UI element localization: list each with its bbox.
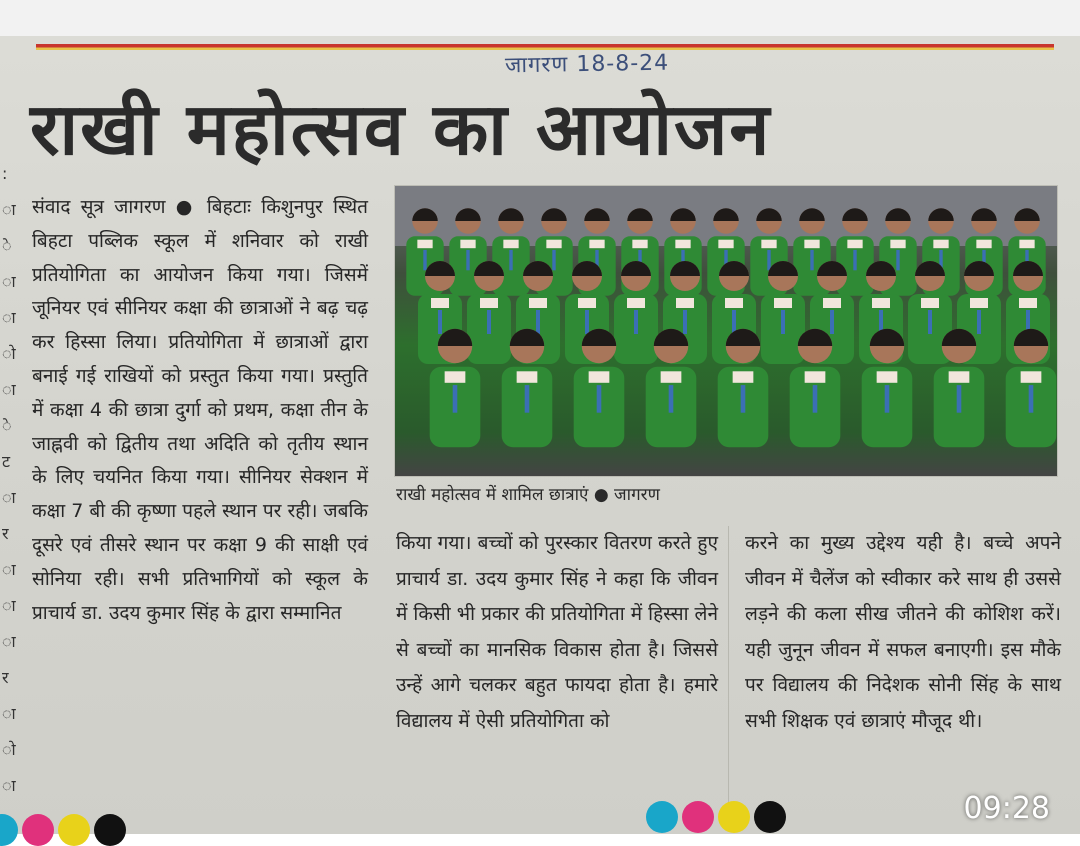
registration-dot-black: [94, 814, 126, 846]
photo-caption: राखी महोत्सव में शामिल छात्राएं ● जागरण: [396, 485, 660, 505]
fragment-glyph: र: [2, 524, 9, 543]
students-group-photo: [395, 186, 1057, 476]
fragment-glyph: र: [2, 668, 9, 687]
fragment-glyph: ा: [2, 560, 16, 579]
registration-dot-magenta: [682, 801, 714, 833]
article-column-left: संवाद सूत्र जागरण ● बिहटाः किशुनपुर स्थित बिहटा पब्लिक स्कूल में शनिवार को राखी प्रतियोगिता का आयोजन किया गया। जिसमें जूनियर एवं सीनियर कक्षा की छात्राओं ने बढ़ चढ़ कर हिस्सा लिया। प्रतियोगिता में छात्राओं द्वारा बनाई गई राखियों को प्रस्तुत किया गया। प्रस्तुति में कक्षा 4 की छात्रा दुर्गा को प्रथम, कक्षा तीन के जाह्नवी को द्वितीय तथा अदिति को तृतीय स्थान के लिए चयनित किया गया। सीनियर सेक्शन में कक्षा 7 बी की कृष्णा पहले स्थान पर रही। जबकि दूसरे एवं तीसरे स्थान पर कक्षा 9 की साक्षी एवं सोनिया रही। सभी प्रतिभागियों को स्कूल के प्राचार्य डा. उदय कुमार सिंह के द्वारा सम्मानित: [32, 196, 368, 624]
article-column-right: करने का मुख्य उद्देश्य यही है। बच्चे अपने जीवन में चैलेंज को स्वीकार करे साथ ही उससे लड़ने की कला सीख जीतने की कोशिश करें। यही जुनून जीवन में सफल बनाएगी। इस मौके पर विद्यालय की निदेशक सोनी सिंह के साथ सभी शिक्षक एवं छात्राएं मौजूद थी।: [745, 532, 1061, 732]
fragment-glyph: ा: [2, 272, 16, 291]
registration-dot-black: [754, 801, 786, 833]
fragment-glyph: ा: [2, 776, 16, 795]
fragment-glyph: े: [2, 416, 12, 435]
fragment-glyph: ो: [2, 344, 16, 363]
clock-overlay: 09:28: [963, 791, 1050, 826]
column-divider: [728, 526, 729, 826]
fragment-glyph: ा: [2, 488, 16, 507]
fragment-glyph: ा: [2, 596, 16, 615]
fragment-glyph: :: [2, 164, 8, 183]
fragment-glyph: ा: [2, 632, 16, 651]
fragment-glyph: े: [2, 236, 12, 255]
registration-dot-yellow: [58, 814, 90, 846]
article-photo: [394, 185, 1058, 477]
fragment-glyph: ा: [2, 200, 16, 219]
fragment-glyph: ा: [2, 704, 16, 723]
fragment-glyph: ा: [2, 380, 16, 399]
adjacent-column-fragments: [0, 156, 14, 816]
masthead-date-stamp: जागरण 18-8-24: [504, 50, 670, 79]
article-column-middle: किया गया। बच्चों को पुरस्कार वितरण करते हुए प्राचार्य डा. उदय कुमार सिंह ने कहा कि जीवन में किसी भी प्रकार की प्रतियोगिता में हिस्सा लेने से बच्चों का मानसिक विकास होता है। जिससे उन्हें आगे चलकर बहुत फायदा होता है। हमारे विद्यालय में ऐसी प्रतियोगिता को: [396, 532, 718, 732]
article-headline: राखी महोत्सव का आयोजन: [30, 87, 772, 171]
registration-dot-cyan: [646, 801, 678, 833]
fragment-glyph: ा: [2, 308, 16, 327]
fragment-glyph: ो: [2, 740, 16, 759]
registration-marks-center: [646, 801, 786, 833]
newspaper-clipping: [0, 36, 1080, 834]
registration-dot-magenta: [22, 814, 54, 846]
registration-dot-cyan: [0, 814, 18, 846]
fragment-glyph: ट: [2, 452, 11, 471]
registration-marks-left: [0, 814, 126, 846]
students-figures: [406, 208, 1056, 447]
registration-dot-yellow: [718, 801, 750, 833]
status-bar-strip: [0, 0, 1080, 36]
